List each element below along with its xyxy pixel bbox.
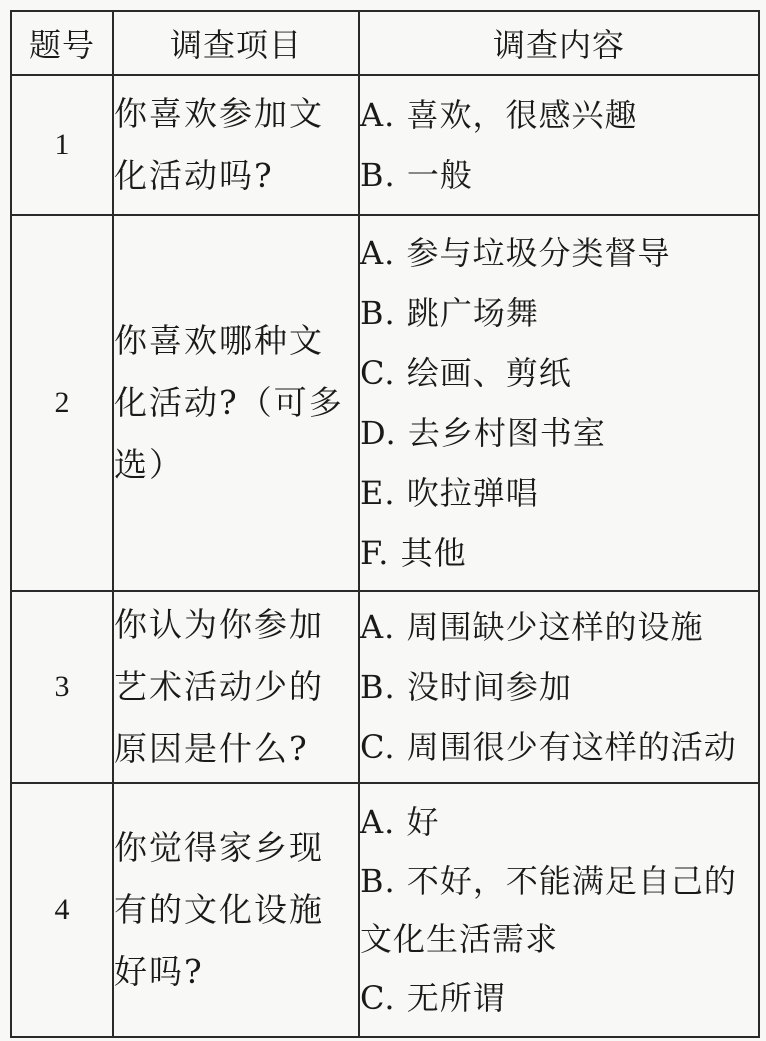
option-item: A. 周围缺少这样的设施 — [360, 608, 704, 646]
option-item: C. 无所谓 — [360, 979, 506, 1017]
header-survey-content: 调查内容 — [359, 11, 759, 75]
survey-question: 你觉得家乡现有的文化设施好吗? — [114, 828, 324, 991]
question-number: 4 — [11, 783, 113, 1037]
header-survey-item: 调查项目 — [113, 11, 359, 75]
option-list — [360, 223, 758, 583]
table-row — [11, 215, 759, 591]
option-list — [360, 597, 758, 777]
option-item: B. 跳广场舞 — [360, 294, 539, 332]
survey-question: 你认为你参加艺术活动少的原因是什么? — [114, 605, 324, 768]
option-item: A. 参与垃圾分类督导 — [360, 234, 671, 272]
survey-item-cell — [113, 783, 359, 1037]
option-item: B. 没时间参加 — [360, 668, 572, 706]
option-item: A. 喜欢，很感兴趣 — [360, 96, 638, 134]
survey-item-cell — [113, 215, 359, 591]
question-number: 1 — [11, 75, 113, 215]
option-item: B. 不好，不能满足自己的文化生活需求 — [360, 862, 737, 958]
survey-content-cell — [359, 75, 759, 215]
survey-table — [10, 10, 760, 1038]
header-row — [11, 11, 759, 75]
survey-question: 你喜欢哪种文化活动?（可多选） — [114, 321, 344, 484]
table-row — [11, 783, 759, 1037]
question-number: 2 — [11, 215, 113, 591]
option-item: C. 周围很少有这样的活动 — [360, 728, 737, 766]
option-item: F. 其他 — [360, 534, 467, 572]
header-question-number: 题号 — [11, 11, 113, 75]
question-number: 3 — [11, 591, 113, 783]
survey-question: 你喜欢参加文化活动吗? — [114, 94, 324, 195]
survey-content-cell — [359, 215, 759, 591]
survey-content-cell — [359, 783, 759, 1037]
option-item: D. 去乡村图书室 — [360, 414, 606, 452]
option-item: A. 好 — [360, 803, 440, 841]
table-row — [11, 591, 759, 783]
option-list — [360, 85, 758, 205]
option-item: E. 吹拉弹唱 — [360, 474, 539, 512]
option-item: B. 一般 — [360, 156, 473, 194]
survey-item-cell — [113, 75, 359, 215]
survey-content-cell — [359, 591, 759, 783]
option-item: C. 绘画、剪纸 — [360, 354, 572, 392]
option-list — [360, 792, 758, 1028]
survey-item-cell — [113, 591, 359, 783]
table-row — [11, 75, 759, 215]
